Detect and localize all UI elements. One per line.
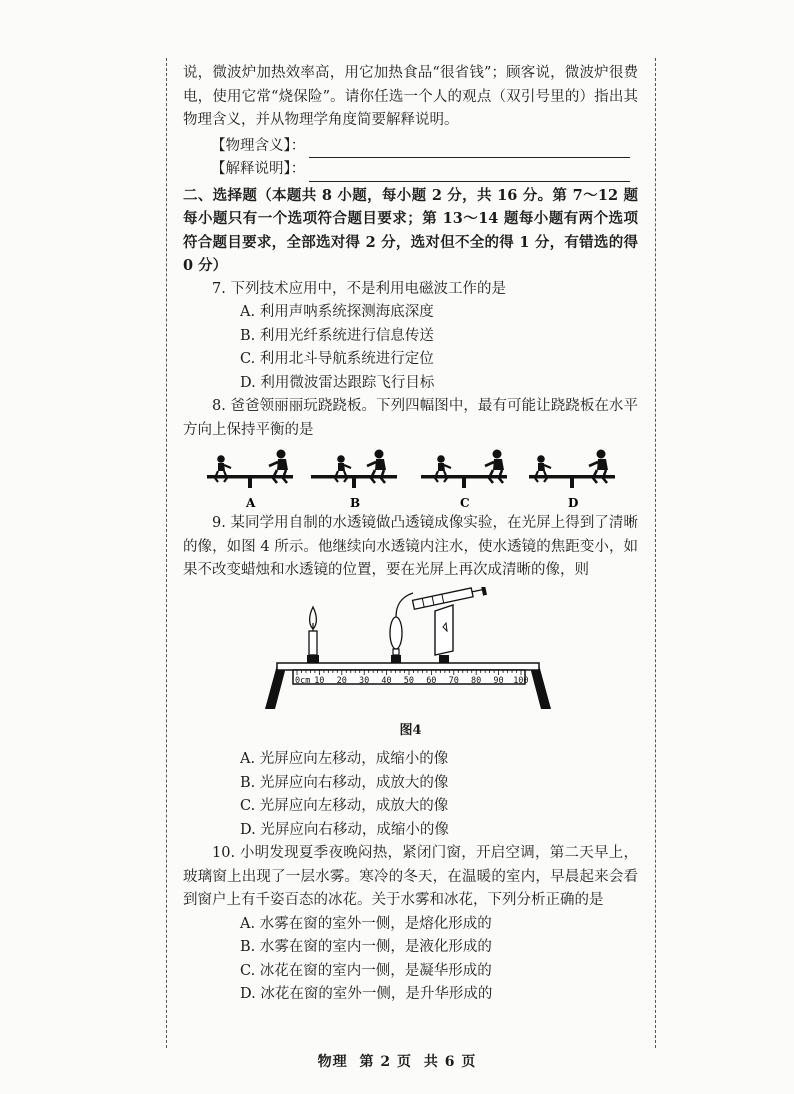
seesaw-label-b[interactable]: B <box>350 496 361 510</box>
q8-stem: 8. 爸爸领丽丽玩跷跷板。下列四幅图中，最有可能让跷跷板在水平方向上保持平衡的是 <box>183 398 638 438</box>
exam-page-content <box>183 62 638 1007</box>
q10-option-a[interactable]: A. 水雾在窗的室外一侧，是熔化形成的 <box>240 915 492 932</box>
q7-option-a[interactable]: A. 利用声呐系统探测海底深度 <box>240 304 434 320</box>
q10-stem: 10. 小明发现夏季夜晚闷热，紧闭门窗，开启空调，第二天早上，玻璃窗上出现了一层水雾。寒冷的冬天，在温暖的室内，早晨起来会看到窗户上有千姿百态的冰花。关于水雾和冰花，下列分析正确的是 <box>183 845 638 908</box>
q9-stem: 9. 某同学用自制的水透镜做凸透镜成像实验，在光屏上得到了清晰的像，如图 4 所示。他继续向水透镜内注水，使水透镜的焦距变小，如果不改变蜡烛和水透镜的位置，要在光屏上再次成清晰的像，则 <box>183 515 638 578</box>
meaning-answer-line[interactable] <box>183 135 638 159</box>
seesaw-label-a[interactable]: A <box>246 496 256 510</box>
explain-blank[interactable] <box>309 163 630 182</box>
q10-option-c[interactable]: C. 冰花在窗的室内一侧，是凝华形成的 <box>240 962 492 979</box>
bench-right-leg <box>531 665 551 709</box>
seesaw-c-drawing <box>421 450 507 489</box>
q10-option-d[interactable]: D. 冰花在窗的室外一侧，是升华形成的 <box>240 986 493 1002</box>
footer-total-pages: 共 6 页 <box>423 1054 477 1070</box>
footer-subject: 物理 <box>317 1054 348 1070</box>
seesaw-label-c[interactable]: C <box>460 496 470 510</box>
q9-option-d[interactable]: D. 光屏应向右移动，成缩小的像 <box>240 821 449 838</box>
ruler-label: 60 <box>426 675 437 686</box>
intro-paragraph: 说，微波炉加热效率高，用它加热食品“很省钱”；顾客说，微波炉很费电，使用它常“烧保险”。请你任选一个人的观点（双引号里的）指出其物理含义，并从物理学角度简要解释说明。 <box>183 65 638 128</box>
q9-option-c[interactable]: C. 光屏应向左移动，成放大的像 <box>240 798 449 814</box>
q7-option-b[interactable]: B. 利用光纤系统进行信息传送 <box>240 327 434 344</box>
q7-option-d[interactable]: D. 利用微波雷达跟踪飞行目标 <box>240 374 435 391</box>
meaning-label: 【物理含义】： <box>211 137 306 154</box>
ruler-label: 30 <box>359 675 370 686</box>
q10-option-b[interactable]: B. 水雾在窗的室内一侧，是液化形成的 <box>240 939 492 955</box>
explain-label: 【解释说明】： <box>211 161 306 177</box>
q7-option-c[interactable]: C. 利用北斗导航系统进行定位 <box>240 351 434 367</box>
section2-heading: 二、选择题（本题共 8 小题，每小题 2 分，共 16 分。第 7～12 题每小题只有一个选项符合题目要求；第 13～14 题每小题有两个选项符合题目要求，全部选对得 2 分，选对但不全的得 1 分，有错选的得 0 分） <box>183 186 638 274</box>
water-lens-figure <box>183 587 638 715</box>
meaning-blank[interactable] <box>309 139 630 158</box>
light-screen <box>435 605 453 663</box>
water-lens <box>390 593 413 663</box>
seesaw-a-drawing <box>207 450 293 489</box>
q9-option-a[interactable]: A. 光屏应向左移动，成缩小的像 <box>240 751 449 767</box>
ruler-label: 0cm <box>295 675 311 686</box>
explain-answer-line[interactable] <box>183 158 638 182</box>
seesaw-d-drawing <box>529 450 615 489</box>
ruler-label: 80 <box>471 675 482 686</box>
ruler-label: 10 <box>314 675 325 686</box>
ruler-label: 50 <box>403 675 415 686</box>
ruler-label: 70 <box>448 675 459 686</box>
optical-bench <box>277 663 539 670</box>
ruler-label: 100 <box>513 675 529 686</box>
footer-page-number: 第 2 页 <box>359 1054 412 1070</box>
bench-left-leg <box>265 665 285 709</box>
ruler-label: 90 <box>493 675 504 686</box>
candle <box>307 607 319 663</box>
seesaw-label-d[interactable]: D <box>568 496 579 510</box>
q9-option-b[interactable]: B. 光屏应向右移动，成放大的像 <box>240 774 449 791</box>
page-footer <box>0 1051 794 1071</box>
ruler-label: 20 <box>336 675 347 686</box>
ruler-label: 40 <box>381 675 392 686</box>
seesaw-b-drawing <box>311 450 397 489</box>
figure4-caption: 图4 <box>399 722 422 738</box>
q7-stem: 7. 下列技术应用中，不是利用电磁波工作的是 <box>212 280 506 297</box>
seesaw-figure <box>183 446 638 512</box>
